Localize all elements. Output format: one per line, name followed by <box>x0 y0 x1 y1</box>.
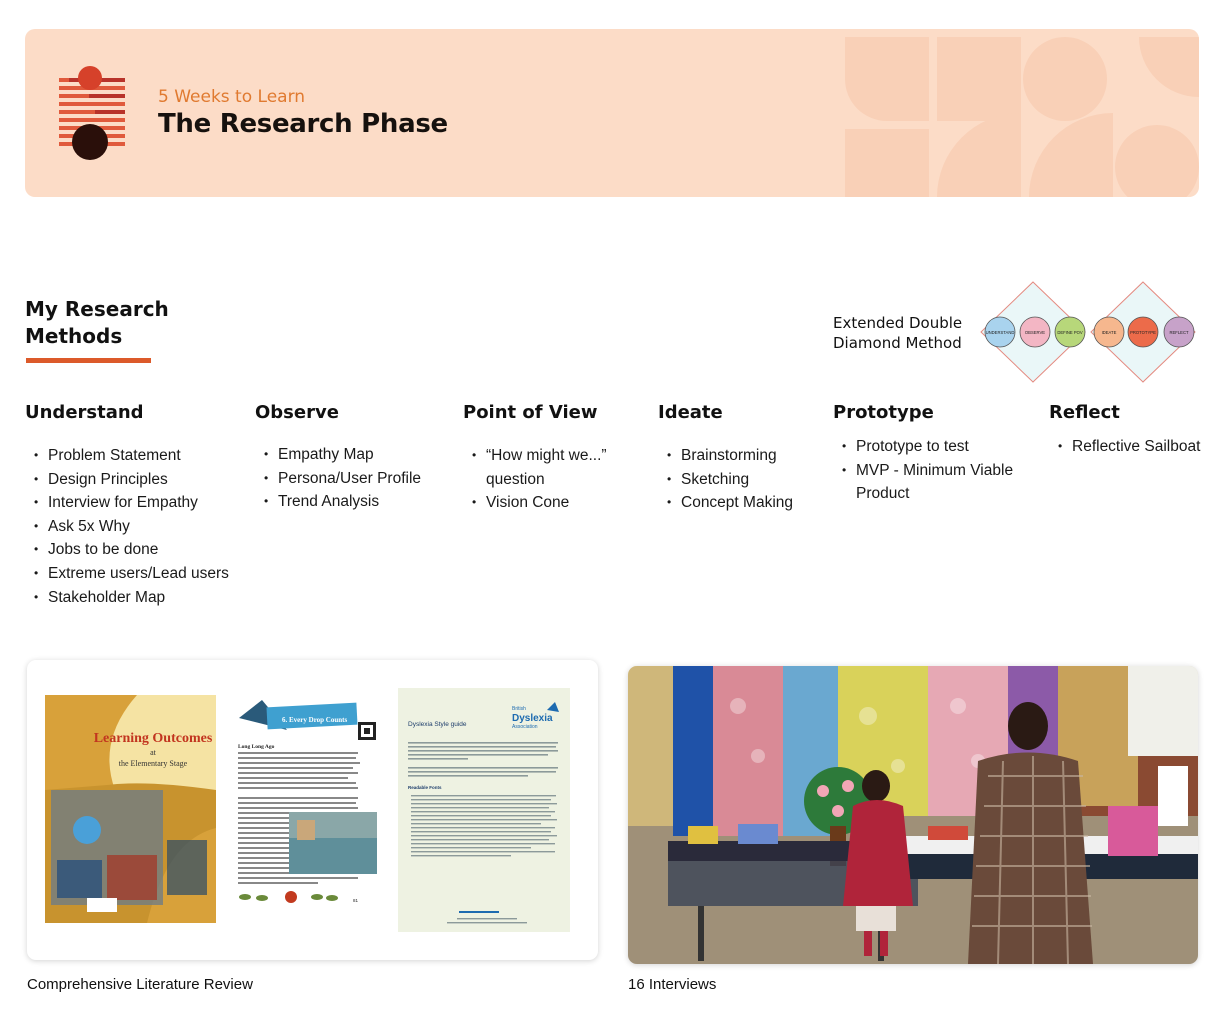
stripes-circles-logo-icon <box>59 66 129 162</box>
literature-review-image <box>27 660 598 960</box>
method-list <box>25 444 255 609</box>
literature-collage <box>27 660 598 960</box>
book-subtitle-at: at <box>150 748 156 757</box>
column-heading: Observe <box>255 402 339 423</box>
double-diamond-label-line1: Extended Double <box>833 314 963 332</box>
dyslexia-guide-title: Dyslexia Style guide <box>408 721 467 728</box>
book-subtitle: the Elementary Stage <box>118 759 188 768</box>
stage-label: UNDERSTAND <box>985 330 1015 335</box>
list-item: • Jobs to be done <box>25 538 255 562</box>
list-item: • MVP - Minimum Viable Product <box>833 459 1028 506</box>
list-item: • Ask 5x Why <box>25 515 255 539</box>
stage-label: IDEATE <box>1101 330 1117 335</box>
method-list <box>1049 435 1219 459</box>
method-column-ideate <box>658 402 794 512</box>
method-list <box>833 435 1028 506</box>
list-item: • Extreme users/Lead users <box>25 562 255 586</box>
stage-label: DEFINE POV <box>1057 330 1083 335</box>
list-item: • Reflective Sailboat <box>1049 435 1219 459</box>
section-underline <box>26 358 151 363</box>
stage-label: OBSERVE <box>1024 330 1046 335</box>
book-title: Learning Outcomes <box>93 731 213 746</box>
double-diamond-label-line2: Diamond Method <box>833 334 962 352</box>
method-column-observe <box>255 402 422 511</box>
list-item: • Concept Making <box>658 491 888 515</box>
dyslexia-org-line1: British <box>512 706 526 712</box>
list-item: • Interview for Empathy <box>25 491 255 515</box>
dyslexia-org-line2: Dyslexia <box>512 713 553 724</box>
double-diamond-diagram <box>976 280 1200 384</box>
column-heading: Ideate <box>658 402 723 423</box>
page-title: The Research Phase <box>158 109 448 139</box>
method-column-understand <box>25 402 229 606</box>
header-banner <box>25 29 1199 197</box>
list-item: • Problem Statement <box>25 444 255 468</box>
column-heading: Reflect <box>1049 402 1120 423</box>
list-item: • Sketching <box>658 468 888 492</box>
column-heading: Understand <box>25 402 144 423</box>
column-heading: Prototype <box>833 402 934 423</box>
list-item: • Trend Analysis <box>255 490 485 514</box>
method-list <box>255 443 485 514</box>
list-item: • Vision Cone <box>463 491 628 515</box>
list-item: • Stakeholder Map <box>25 586 255 610</box>
list-item: • Empathy Map <box>255 443 485 467</box>
list-item: • “How might we...” question <box>463 444 628 491</box>
dyslexia-guide-subtitle: Readable Fonts <box>408 785 442 790</box>
dyslexia-org-line3: Association <box>512 724 538 730</box>
method-column-reflect <box>1049 402 1201 455</box>
interviews-photo <box>628 666 1198 964</box>
banner-kicker: 5 Weeks to Learn <box>158 87 306 107</box>
column-heading: Point of View <box>463 402 598 423</box>
classroom-photo <box>628 666 1198 964</box>
method-list <box>463 444 628 515</box>
stage-label: PROTOTYPE <box>1130 330 1156 335</box>
decorative-shapes-pattern <box>845 37 1199 197</box>
list-item: • Persona/User Profile <box>255 467 485 491</box>
stage-label: REFLECT <box>1169 330 1189 335</box>
interviews-caption: 16 Interviews <box>628 976 717 993</box>
chapter-title: 6. Every Drop Counts <box>282 716 348 724</box>
section-title: My Research Methods <box>25 297 169 348</box>
page-number: 81 <box>353 898 359 903</box>
method-column-prototype <box>833 402 1014 503</box>
double-diamond-label <box>833 313 962 353</box>
method-column-point-of-view <box>463 402 607 512</box>
literature-review-caption: Comprehensive Literature Review <box>27 976 253 993</box>
list-item: • Prototype to test <box>833 435 1028 459</box>
chapter-heading: Long Long Ago <box>238 744 275 750</box>
list-item: • Brainstorming <box>658 444 888 468</box>
list-item: • Design Principles <box>25 468 255 492</box>
